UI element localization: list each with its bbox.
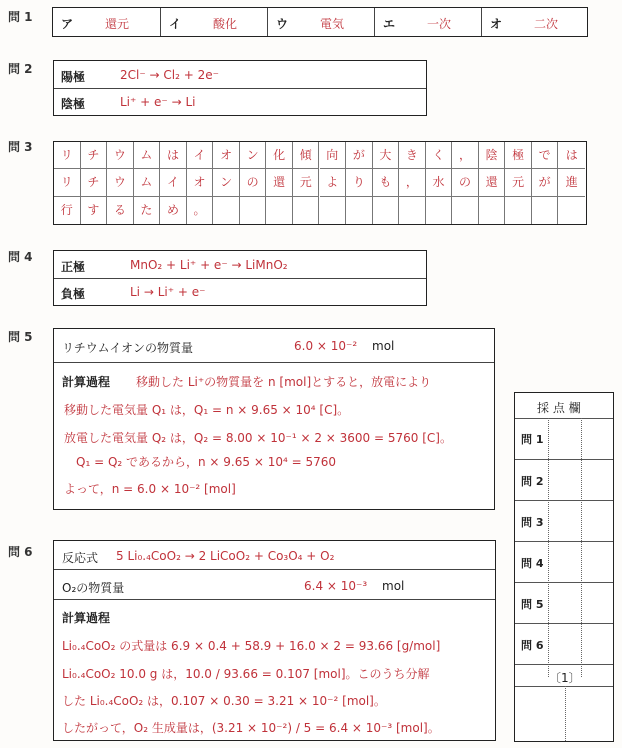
q3-grid-cell: 水 bbox=[426, 169, 453, 196]
question-label-3: 問 3 bbox=[8, 140, 33, 154]
q6-reaction: 5 Li₀.₄CoO₂ → 2 LiCoO₂ + Co₃O₄ + O₂ bbox=[116, 549, 335, 563]
q3-grid-cell: リ bbox=[54, 142, 81, 169]
q3-grid-cell: の bbox=[240, 169, 267, 196]
score-row-1: 問 1 bbox=[521, 433, 544, 446]
q3-grid-cell bbox=[426, 197, 453, 224]
q3-grid-cell: ム bbox=[134, 142, 161, 169]
q3-grid-cell: 化 bbox=[266, 142, 293, 169]
q5-line-4: Q₁ = Q₂ であるから，n × 9.65 × 10⁴ = 5760 bbox=[76, 455, 337, 469]
q3-grid-cell: め bbox=[160, 197, 187, 224]
q4-answer-box bbox=[53, 250, 427, 306]
q3-grid-cell bbox=[346, 197, 373, 224]
q4-positive-equation: MnO₂ + Li⁺ + e⁻ → LiMnO₂ bbox=[130, 258, 288, 272]
q3-grid-cell: ， bbox=[399, 169, 426, 196]
question-label-5: 問 5 bbox=[8, 330, 33, 344]
q3-grid-cell: 還 bbox=[266, 169, 293, 196]
question-label-4: 問 4 bbox=[8, 250, 33, 264]
question-label-6: 問 6 bbox=[8, 545, 33, 559]
q3-grid-cell: チ bbox=[81, 142, 108, 169]
q1-value-a: 還元 bbox=[105, 17, 130, 31]
q5-line-2: 移動した電気量 Q₁ は，Q₁ = n × 9.65 × 10⁴ [C]。 bbox=[64, 403, 350, 417]
q6-line-1: Li₀.₄CoO₂ の式量は 6.9 × 0.4 + 58.9 + 16.0 × 2 = 93.66 [g/mol] bbox=[62, 639, 441, 653]
q3-grid-cell bbox=[293, 197, 320, 224]
q3-grid-cell: イ bbox=[160, 169, 187, 196]
q3-grid-cell: オ bbox=[213, 142, 240, 169]
score-footer: 〔1〕 bbox=[549, 671, 581, 685]
q3-grid-cell: 陰 bbox=[479, 142, 506, 169]
q3-grid-cell: で bbox=[532, 142, 559, 169]
q3-grid-cell bbox=[558, 197, 585, 224]
q3-grid-cell bbox=[213, 197, 240, 224]
score-column bbox=[514, 392, 614, 742]
q3-grid-cell: ム bbox=[134, 169, 161, 196]
q3-grid-cell: ウ bbox=[107, 169, 134, 196]
q3-grid-cell: よ bbox=[320, 169, 347, 196]
score-title: 採 点 欄 bbox=[537, 401, 581, 415]
q5-answer: 6.0 × 10⁻² bbox=[294, 339, 358, 353]
q5-line-3: 放電した電気量 Q₂ は，Q₂ = 8.00 × 10⁻¹ × 2 × 3600 = 5760 [C]。 bbox=[64, 431, 452, 445]
q3-grid-cell: り bbox=[346, 169, 373, 196]
q6-o2-answer: 6.4 × 10⁻³ bbox=[304, 579, 368, 593]
question-label-2: 問 2 bbox=[8, 62, 33, 76]
q6-line-2: Li₀.₄CoO₂ 10.0 g は，10.0 / 93.66 = 0.107 [mol]。このうち分解 bbox=[62, 667, 430, 681]
score-row-5: 問 5 bbox=[521, 598, 544, 611]
q3-grid-cell: 傾 bbox=[293, 142, 320, 169]
q3-grid-cell: ン bbox=[213, 169, 240, 196]
q3-grid-cell: の bbox=[452, 169, 479, 196]
q2-anode-label: 陽極 bbox=[61, 70, 86, 84]
q3-grid-cell: は bbox=[160, 142, 187, 169]
q3-grid-cell: 還 bbox=[479, 169, 506, 196]
q3-grid-cell: 大 bbox=[373, 142, 400, 169]
q3-grid-cell: す bbox=[81, 197, 108, 224]
score-row-3: 問 3 bbox=[521, 516, 544, 529]
q5-answer-box bbox=[53, 328, 495, 510]
q1-key-o: オ bbox=[490, 17, 503, 31]
q3-grid-cell: 向 bbox=[320, 142, 347, 169]
q3-grid-cell: 元 bbox=[505, 169, 532, 196]
q1-key-e: エ bbox=[383, 17, 396, 31]
q6-answer-box bbox=[53, 540, 496, 741]
q3-grid-cell bbox=[399, 197, 426, 224]
q3-grid-cell bbox=[479, 197, 506, 224]
q3-grid-cell: チ bbox=[81, 169, 108, 196]
q5-line-5: よって，n = 6.0 × 10⁻² [mol] bbox=[64, 482, 236, 496]
q3-grid-cell bbox=[373, 197, 400, 224]
q6-line-3: した Li₀.₄CoO₂ は，0.107 × 0.30 = 3.21 × 10⁻² [mol]。 bbox=[62, 694, 386, 708]
q1-value-i: 酸化 bbox=[213, 17, 238, 31]
q3-grid-cell: ， bbox=[452, 142, 479, 169]
q3-grid-cell: が bbox=[532, 169, 559, 196]
q1-key-a: ア bbox=[61, 17, 74, 31]
q6-reaction-label: 反応式 bbox=[62, 551, 99, 565]
q3-grid-cell: ウ bbox=[107, 142, 134, 169]
q6-o2-unit: mol bbox=[382, 579, 405, 593]
q3-grid-cell bbox=[505, 197, 532, 224]
q3-grid-cell: た bbox=[134, 197, 161, 224]
q3-grid-cell bbox=[532, 197, 559, 224]
q5-title: リチウムイオンの物質量 bbox=[62, 341, 194, 355]
q4-negative-label: 負極 bbox=[61, 287, 86, 301]
score-row-2: 問 2 bbox=[521, 475, 544, 488]
q5-unit: mol bbox=[372, 339, 395, 353]
q2-cathode-label: 陰極 bbox=[61, 97, 86, 111]
q3-grid-cell: る bbox=[107, 197, 134, 224]
score-row-6: 問 6 bbox=[521, 639, 544, 652]
q2-cathode-equation: Li⁺ + e⁻ → Li bbox=[120, 95, 196, 109]
q3-grid-cell: き bbox=[399, 142, 426, 169]
q3-grid-cell: リ bbox=[54, 169, 81, 196]
q3-grid-cell bbox=[452, 197, 479, 224]
q2-anode-equation: 2Cl⁻ → Cl₂ + 2e⁻ bbox=[120, 68, 219, 82]
q3-grid-cell: 行 bbox=[54, 197, 81, 224]
q1-value-e: 一次 bbox=[427, 17, 452, 31]
q4-positive-label: 正極 bbox=[61, 260, 86, 274]
q3-grid-cell: 。 bbox=[187, 197, 214, 224]
q5-line-1: 移動した Li⁺の物質量を n [mol]とすると，放電により bbox=[136, 375, 432, 389]
q3-grid-cell: 進 bbox=[558, 169, 585, 196]
q1-value-o: 二次 bbox=[534, 17, 559, 31]
q3-grid-cell: 元 bbox=[293, 169, 320, 196]
q6-o2-label: O₂の物質量 bbox=[62, 581, 125, 595]
q3-grid-cell bbox=[320, 197, 347, 224]
q6-process-label: 計算過程 bbox=[62, 611, 111, 625]
q1-value-u: 電気 bbox=[320, 17, 345, 31]
q1-key-i: イ bbox=[169, 17, 182, 31]
q5-process-label: 計算過程 bbox=[62, 375, 111, 389]
question-label-1: 問 1 bbox=[8, 10, 33, 24]
q3-grid-cell: も bbox=[373, 169, 400, 196]
q3-grid-cell bbox=[240, 197, 267, 224]
q3-grid-cell: イ bbox=[187, 142, 214, 169]
q3-grid-cell bbox=[266, 197, 293, 224]
q1-key-u: ウ bbox=[276, 17, 289, 31]
q3-grid-cell: ン bbox=[240, 142, 267, 169]
q6-line-4: したがって，O₂ 生成量は，(3.21 × 10⁻²) / 5 = 6.4 × 10⁻³ [mol]。 bbox=[62, 721, 440, 735]
q4-negative-equation: Li → Li⁺ + e⁻ bbox=[130, 285, 206, 299]
q2-answer-box bbox=[53, 60, 427, 116]
q3-grid-cell: く bbox=[426, 142, 453, 169]
score-row-4: 問 4 bbox=[521, 557, 544, 570]
q3-grid-cell: 極 bbox=[505, 142, 532, 169]
q3-grid-cell: が bbox=[346, 142, 373, 169]
q3-answer-grid bbox=[53, 141, 587, 225]
q3-grid-cell: オ bbox=[187, 169, 214, 196]
q1-answer-box bbox=[52, 7, 588, 37]
q3-grid-cell: は bbox=[558, 142, 585, 169]
